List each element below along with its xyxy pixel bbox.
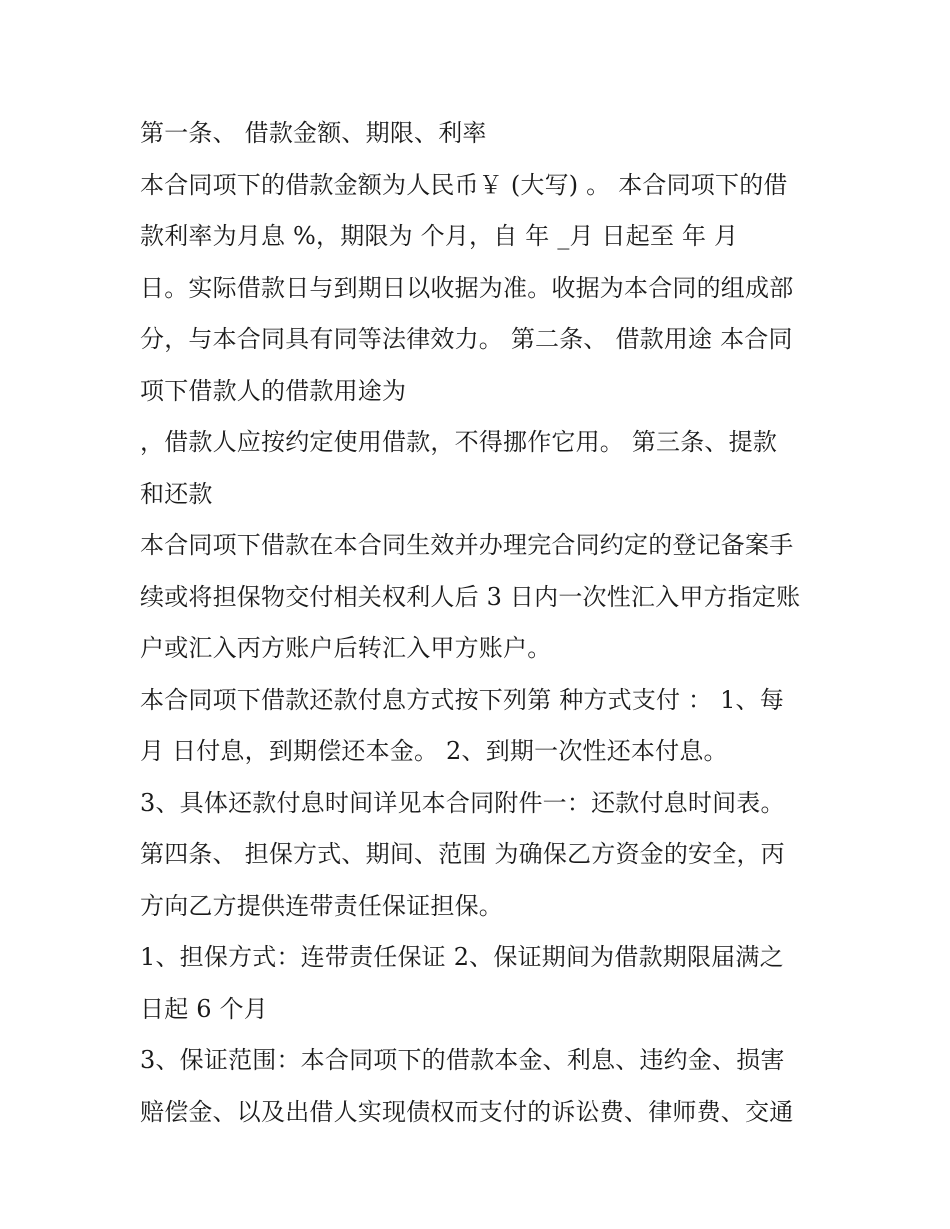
text-line: 3、保证范围：本合同项下的借款本金、利息、违约金、损害 [140,1046,785,1074]
text-line: 赔偿金、以及出借人实现债权而支付的诉讼费、律师费、交通 [140,1097,794,1126]
text-line: 款利率为月息 %，期限为 个月，自 年 _月 日起至 年 月 [140,222,739,250]
article-1-heading: 第一条、 借款金额、期限、利率 [140,119,487,147]
text-line: 本合同项下的借款金额为人民币￥ (大写) 。 本合同项下的借 [140,170,788,199]
text-line: 方向乙方提供连带责任保证担保。 [140,891,503,920]
article-4-line: 第四条、 担保方式、期间、范围 为确保乙方资金的安全，丙 [140,840,785,868]
text-line: 日。实际借款日与到期日以收据为准。收据为本合同的组成部 [140,273,794,302]
text-line: 本合同项下借款还款付息方式按下列第 种方式支付 ： 1、每 [140,685,784,714]
text-line: 1、担保方式：连带责任保证 2、保证期间为借款期限届满之 [140,943,784,971]
contract-body [140,108,830,1138]
text-line: 3、具体还款付息时间详见本合同附件一：还款付息时间表。 [140,788,785,817]
text-line: 项下借款人的借款用途为 [140,376,407,405]
text-line: 和还款 [140,479,213,508]
text-line: 分，与本合同具有同等法律效力。 第二条、 借款用途 本合同 [140,325,793,353]
text-line: 续或将担保物交付相关权利人后 3 日内一次性汇入甲方指定账 [140,582,801,611]
text-line: 本合同项下借款在本合同生效并办理完合同约定的登记备案手 [140,531,794,559]
text-line: 月 日付息，到期偿还本金。 2、到期一次性还本付息。 [140,737,728,765]
text-line: ，借款人应按约定使用借款，不得挪作它用。 第三条、提款 [140,428,778,456]
text-line: 户或汇入丙方账户后转汇入甲方账户。 [140,634,552,662]
text-line: 日起 6 个月 [140,994,268,1023]
